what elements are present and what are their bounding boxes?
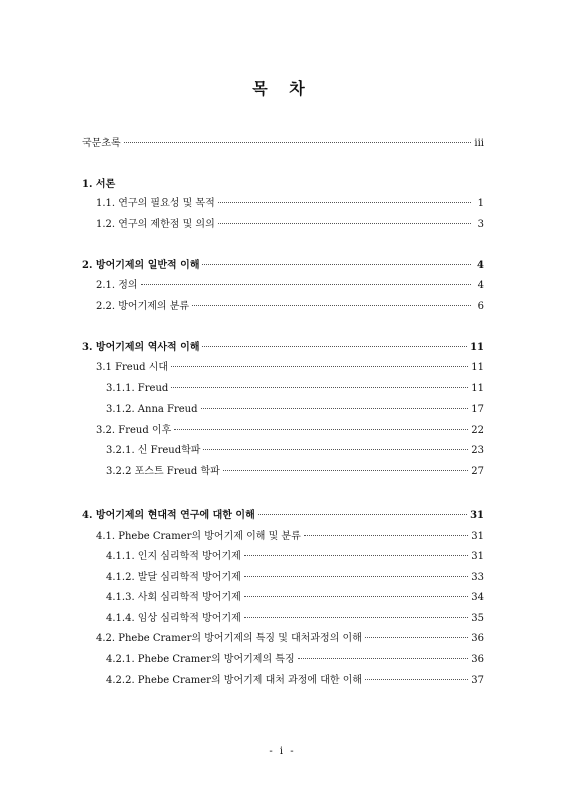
toc-entry[interactable] (106, 613, 484, 625)
toc-entry[interactable] (96, 301, 484, 313)
toc-page-number: 27 (471, 466, 484, 477)
dot-leader (201, 408, 469, 409)
toc-page-number: 11 (471, 383, 484, 394)
dot-leader (304, 535, 469, 536)
toc-entry-title: 3.1.2. Anna Freud (106, 404, 198, 415)
toc-entry[interactable] (106, 383, 484, 395)
dot-leader (218, 223, 471, 224)
toc-entry-title: 3.2.2 포스트 Freud 학파 (106, 466, 220, 477)
toc-entry-title: 2.1. 정의 (96, 280, 138, 291)
toc-page-number: 11 (471, 362, 484, 373)
toc-page-number: 23 (471, 445, 484, 456)
dot-leader (298, 658, 469, 659)
dot-leader (365, 679, 468, 680)
toc-entry-title: 4.1.2. 발달 심리학적 방어기제 (106, 572, 241, 583)
toc-entry[interactable] (106, 592, 484, 604)
toc-entry-title: 4.2.2. Phebe Cramer의 방어기제 대처 과정에 대한 이해 (106, 675, 363, 686)
toc-entry[interactable] (96, 362, 484, 374)
toc-entry[interactable] (106, 404, 484, 416)
toc-entry-title: 4.1. Phebe Cramer의 방어기제 이해 및 분류 (96, 531, 301, 542)
toc-entry-title: 1. 서론 (82, 179, 116, 190)
toc-page-number: 3 (477, 219, 484, 230)
toc-entry[interactable] (96, 633, 484, 645)
toc-page-number: 1 (477, 198, 484, 209)
toc-entry[interactable] (82, 138, 484, 150)
toc-section-heading[interactable] (82, 342, 484, 354)
dot-leader (244, 596, 469, 597)
toc-entry[interactable] (106, 572, 484, 584)
toc-entry-title: 2. 방어기제의 일반적 이해 (82, 260, 200, 271)
toc-page-number: 31 (471, 551, 484, 562)
dot-leader (258, 514, 467, 515)
toc-page-number: 35 (471, 613, 484, 624)
dot-leader (192, 305, 471, 306)
toc-entry-title: 4.2.1. Phebe Cramer의 방어기제의 특징 (106, 654, 295, 665)
dot-leader (202, 264, 471, 265)
dot-leader (244, 617, 469, 618)
toc-page-number: 36 (471, 654, 484, 665)
toc-page-number: 17 (471, 404, 484, 415)
toc-entry-title: 4.2. Phebe Cramer의 방어기제의 특징 및 대처과정의 이해 (96, 633, 362, 644)
toc-page-number: 37 (471, 675, 484, 686)
toc-entry-title: 1.1. 연구의 필요성 및 목적 (96, 198, 215, 209)
toc-entry-title: 2.2. 방어기제의 분류 (96, 301, 190, 312)
dot-leader (218, 202, 471, 203)
toc-entry-title: 4.1.4. 임상 심리학적 방어기제 (106, 613, 241, 624)
dot-leader (244, 576, 469, 577)
toc-entry-title: 4.1.3. 사회 심리학적 방어기제 (106, 592, 241, 603)
toc-entry-title: 4. 방어기제의 현대적 연구에 대한 이해 (82, 510, 255, 521)
toc-entry[interactable] (96, 425, 484, 437)
toc-entry-title: 3.2. Freud 이후 (96, 425, 172, 436)
toc-page-number: 22 (471, 425, 484, 436)
toc-page-number: 11 (470, 342, 484, 353)
toc-page-number: 6 (477, 301, 484, 312)
toc-entry[interactable] (106, 654, 484, 666)
toc-entry-title: 3.2.1. 신 Freud학파 (106, 445, 201, 456)
dot-leader (171, 366, 468, 367)
toc-entry[interactable] (96, 280, 484, 292)
dot-leader (124, 142, 471, 143)
toc-page-number: 4 (477, 260, 484, 271)
page-footer: - i - (269, 746, 296, 757)
dot-leader (223, 470, 469, 471)
toc-entry[interactable] (106, 445, 484, 457)
toc-section-heading[interactable] (82, 510, 484, 522)
toc-entry-title: 3.1.1. Freud (106, 383, 169, 394)
toc-entry-title: 3. 방어기제의 역사적 이해 (82, 342, 200, 353)
toc-entry[interactable] (96, 198, 484, 210)
dot-leader (203, 449, 468, 450)
dot-leader (202, 346, 467, 347)
toc-page-number: 31 (471, 531, 484, 542)
toc-entry-title: 국문초록 (82, 138, 121, 149)
toc-entry[interactable] (96, 219, 484, 231)
dot-leader (171, 387, 468, 388)
toc-section-heading[interactable] (82, 260, 484, 272)
toc-entry-title: 3.1 Freud 시대 (96, 362, 169, 373)
toc-page-number: 36 (471, 633, 484, 644)
toc-page-number: 31 (470, 510, 484, 521)
toc-section-heading[interactable] (82, 179, 484, 191)
toc-page-number: 4 (477, 280, 484, 291)
page-title: 목 차 (252, 79, 313, 98)
dot-leader (365, 637, 468, 638)
toc-entry[interactable] (106, 675, 484, 687)
toc-entry-title: 4.1.1. 인지 심리학적 방어기제 (106, 551, 241, 562)
toc-page-number: iii (474, 138, 484, 149)
dot-leader (244, 555, 469, 556)
toc-entry-title: 1.2. 연구의 제한점 및 의의 (96, 219, 215, 230)
toc-entry[interactable] (106, 551, 484, 563)
toc-page-number: 34 (471, 592, 484, 603)
toc-entry[interactable] (106, 466, 484, 478)
dot-leader (174, 429, 468, 430)
dot-leader (141, 284, 471, 285)
toc-entry[interactable] (96, 531, 484, 543)
toc-page-number: 33 (471, 572, 484, 583)
